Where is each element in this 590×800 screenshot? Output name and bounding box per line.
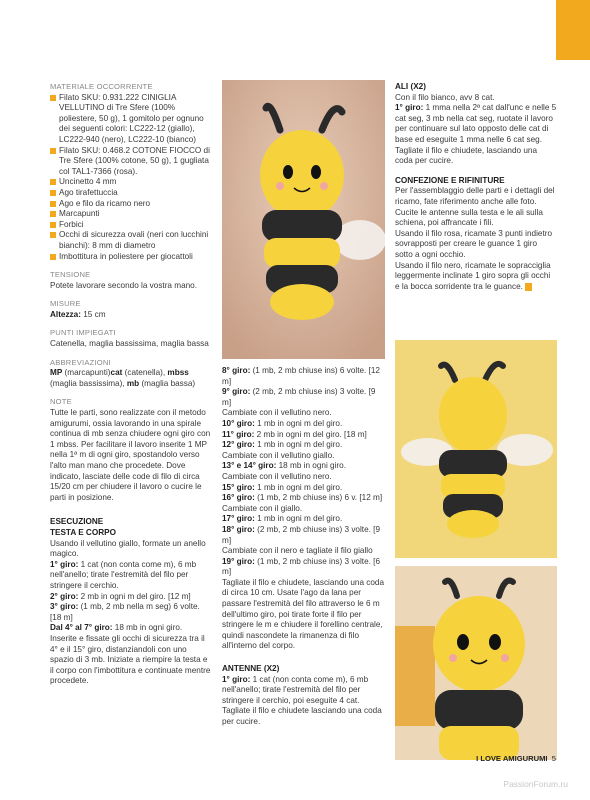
- round-line: [222, 525, 385, 546]
- round-label: Dal 4° al 7° giro:: [50, 623, 113, 633]
- materials-item: Uncinetto 4 mm: [50, 177, 212, 188]
- materials-item: Ago e filo da ricamo nero: [50, 199, 212, 210]
- stitches-heading: PUNTI IMPIEGATI: [50, 328, 116, 338]
- round-text: (1 mb, 2 mb chiuse ins) 6 v. [12 m]: [254, 493, 383, 503]
- materials-item: Ago tirafettuccia: [50, 188, 212, 199]
- abbr-value: (maglia bassa): [139, 378, 196, 388]
- round-label: 13° e 14° giro:: [222, 461, 277, 471]
- round-label: 2° giro:: [50, 591, 79, 601]
- watermark: PassionForum.ru: [503, 779, 568, 790]
- bee-side-illustration: [395, 340, 557, 558]
- round-label: 3° giro:: [50, 602, 79, 612]
- round-line: [222, 366, 385, 387]
- wings-intro: Con il filo bianco, avv 8 cat.: [395, 92, 495, 102]
- antennae-rounds: [222, 675, 385, 707]
- column-3: [395, 82, 557, 292]
- round-line: [50, 560, 212, 592]
- page-corner-tab: [556, 0, 590, 60]
- round-text: 2 mb in ogni m del giro. [12 m]: [78, 591, 191, 601]
- assembly-p1: Per l'assemblaggio delle parti e i dettagli del ricamo, fate riferimento anche alle foto.: [395, 186, 555, 206]
- tension-heading: TENSIONE: [50, 270, 91, 280]
- column-2: [222, 366, 385, 728]
- head-body-rounds: [50, 560, 212, 634]
- abbr-value: (catenella),: [122, 368, 168, 378]
- round-text: 18 mb in ogni giro.: [112, 623, 183, 633]
- antennae-heading: ANTENNE (X2): [222, 664, 280, 674]
- materials-item: Marcapunti: [50, 209, 212, 220]
- page-footer: [476, 754, 556, 765]
- tension-text: Potete lavorare secondo la vostra mano.: [50, 280, 198, 290]
- round-line: [50, 592, 212, 603]
- round-label: 8° giro:: [222, 366, 251, 375]
- abbr-key: mb: [126, 378, 140, 388]
- abbreviations-heading: ABBREVIAZIONI: [50, 357, 111, 367]
- round-line: [222, 493, 385, 504]
- wings-round-label: 1° giro:: [395, 103, 424, 113]
- round-label: 10° giro:: [222, 418, 255, 428]
- abbr-value: (maglia bassissima),: [50, 378, 127, 388]
- stitches-text: Catenella, maglia bassissima, maglia bassa: [50, 339, 209, 349]
- abbr-key: MP: [50, 368, 63, 378]
- bee-photo-closeup: [395, 566, 557, 760]
- abbreviations-text: [50, 368, 212, 389]
- notes-text: Tutte le parti, sono realizzate con il metodo amigurumi, ossia lavorando in una spirale continua di mb senza chiudere ogni giro con 1 mbss. Per facilitare il lavoro inserite 1 MP nella 1ª m di ogni giro, spostandolo verso l'alto man mano che procedete. Dove indicato, lasciate delle code di filo di circa 15/20 cm per chiudere il lavoro o cucire le parti in posizione.: [50, 408, 211, 502]
- round-text: 1 mb in ogni m del giro.: [254, 514, 343, 524]
- round-line: [222, 557, 385, 578]
- materials-item: Filato SKU: 0.468.2 COTONE FIOCCO di Tre Sfere (100% cotone, 50 g), 1 gugliata col TAL1-7366 (rosa).: [50, 146, 212, 178]
- round-line: [222, 461, 385, 472]
- notes-heading: NOTE: [50, 397, 72, 407]
- round-text: Cambiate con il vellutino giallo.: [222, 450, 335, 460]
- round-text: (1 mb, 2 mb chiuse ins) 3 volte. [6 m]: [222, 556, 380, 577]
- round-text: Cambiate con il giallo.: [222, 503, 303, 513]
- round-line: [222, 546, 385, 557]
- round-label: 15° giro:: [222, 482, 255, 492]
- abbr-key: mbss: [167, 368, 189, 378]
- column-1: [50, 82, 212, 687]
- materials-item: Forbici: [50, 220, 212, 231]
- round-line: [222, 430, 385, 441]
- finish-text: Tagliate il filo e chiudete, lasciando una coda di circa 10 cm. Usate l'ago da lana per passare l'estremità del filo attraverso le 6 m dell'ultimo giro, poi tirate forte il filo per stringere le m e chiudere il forellino centrale, quindi nascondete la rimanenza di filo all'interno del corpo.: [222, 577, 385, 651]
- round-line: [222, 387, 385, 408]
- round-text: 1 mb in ogni m del giro.: [254, 482, 343, 492]
- materials-heading: MATERIALE OCCORRENTE: [50, 82, 153, 91]
- height-text: [50, 310, 212, 321]
- page-number: 5: [551, 754, 556, 764]
- body-rounds-continued: [222, 366, 385, 578]
- round-text: (2 mb, 2 mb chiuse ins) 3 volte. [9 m]: [222, 524, 380, 545]
- round-line: [222, 451, 385, 462]
- height-label: Altezza:: [50, 309, 81, 319]
- round-label: 1° giro:: [222, 674, 251, 684]
- materials-item: Occhi di sicurezza ovali (neri con lucchini bianchi): 8 mm di diametro: [50, 230, 212, 251]
- round-label: 11° giro:: [222, 429, 255, 439]
- materials-item: Filato SKU: 0.931.222 CINIGLIA VELLUTINO di Tre Sfere (100% poliestere, 50 g), 1 gomitolo per ognuno dei seguenti colori: LC222-12 (giallo), LC222-940 (nero), LC222-10 (bianco): [50, 93, 212, 146]
- assembly-p4-text: Usando il filo nero, ricamate le sopracciglia leggermente inclinate 1 giro sopra gli occhi e la bocca sorridente tra le guance.: [395, 260, 551, 291]
- sizes-heading: MISURE: [50, 299, 81, 309]
- bee-closeup-illustration: [395, 566, 557, 760]
- round-line: [222, 419, 385, 430]
- assembly-p4: [395, 261, 557, 293]
- round-label: 9° giro:: [222, 387, 251, 397]
- round-line: [222, 514, 385, 525]
- round-line: [222, 675, 385, 707]
- round-label: 16° giro:: [222, 493, 255, 503]
- round-label: 12° giro:: [222, 440, 255, 450]
- antennae-end: Tagliate il filo e chiudete lasciando una coda per cucire.: [222, 706, 382, 726]
- head-body-end: Inserite e fissate gli occhi di sicurezza tra il 4° e il 15° giro, distanziandoli con uno spazio di 3 mb. Iniziate a riempire la testa e il corpo con l'imbottitura e continuate mentre procedete.: [50, 633, 211, 686]
- round-label: 17° giro:: [222, 514, 255, 524]
- round-line: [222, 472, 385, 483]
- round-text: (2 mb, 2 mb chiuse ins) 3 volte. [9 m]: [222, 387, 376, 407]
- execution-heading: ESECUZIONE: [50, 517, 104, 527]
- round-line: [222, 408, 385, 419]
- assembly-heading: CONFEZIONE E RIFINITURE: [395, 175, 505, 185]
- round-text: 1 mb in ogni m del giro.: [254, 440, 343, 450]
- round-label: 1° giro:: [50, 559, 79, 569]
- round-text: 1 cat (non conta come m), 6 mb nell'anello; tirate l'estremità del filo per stringere il cerchio.: [50, 559, 197, 590]
- head-body-heading: TESTA E CORPO: [50, 527, 116, 537]
- round-text: Cambiate con il vellutino nero.: [222, 471, 332, 481]
- round-line: [222, 483, 385, 494]
- materials-item: Imbottitura in poliestere per giocattoli: [50, 252, 212, 263]
- round-text: 18 mb in ogni giro.: [276, 461, 346, 471]
- round-label: 19° giro:: [222, 556, 255, 566]
- height-value: 15 cm: [80, 309, 106, 319]
- magazine-name: I LOVE AMIGURUMI: [476, 754, 548, 764]
- wings-round: [395, 103, 557, 167]
- round-line: [50, 602, 212, 623]
- abbr-value: (marcapunti): [62, 368, 111, 378]
- round-text: (1 mb, 2 mb chiuse ins) 6 volte. [12 m]: [222, 366, 380, 386]
- bee-illustration: [222, 80, 385, 359]
- round-text: 2 mb in ogni m del giro. [18 m]: [254, 429, 367, 439]
- bee-photo-side: [395, 340, 557, 558]
- wings-round-text: 1 mma nella 2ª cat dall'unc e nelle 5 cat seg, 3 mb nella cat seg, ruotate il lavoro per continuare sul lato opposto delle cat di base ed eseguite 1 mma nelle 6 cat seg. Tagliate il filo e chiudete, lasciando una coda per cucire.: [395, 103, 557, 166]
- end-mark-icon: [525, 283, 532, 291]
- round-text: 1 mb in ogni m del giro.: [254, 418, 343, 428]
- materials-list: [50, 93, 212, 263]
- round-text: 1 cat (non conta come m), 6 mb nell'anello; tirate l'estremità del filo per stringere il cerchio, poi eseguite 4 cat.: [222, 674, 369, 705]
- abbr-key: cat: [110, 368, 123, 378]
- round-line: [222, 440, 385, 451]
- round-text: Cambiate con il nero e tagliate il filo giallo: [222, 546, 373, 556]
- wings-heading: ALI (X2): [395, 82, 426, 91]
- bee-photo-front: [222, 80, 385, 359]
- round-line: [50, 623, 212, 634]
- round-text: (1 mb, 2 mb nella m seg) 6 volte. [18 m]: [50, 602, 200, 622]
- round-line: [222, 504, 385, 515]
- assembly-p3: Usando il filo rosa, ricamate 3 punti indietro sovrapposti per creare le guance 1 giro sotto a ogni occhio.: [395, 228, 553, 259]
- assembly-p2: Cucite le antenne sulla testa e le ali sulla schiena, poi affrancate i fili.: [395, 207, 543, 228]
- round-label: 18° giro:: [222, 524, 255, 534]
- round-text: Cambiate con il vellutino nero.: [222, 408, 332, 418]
- head-body-intro: Usando il vellutino giallo, formate un anello magico.: [50, 538, 206, 559]
